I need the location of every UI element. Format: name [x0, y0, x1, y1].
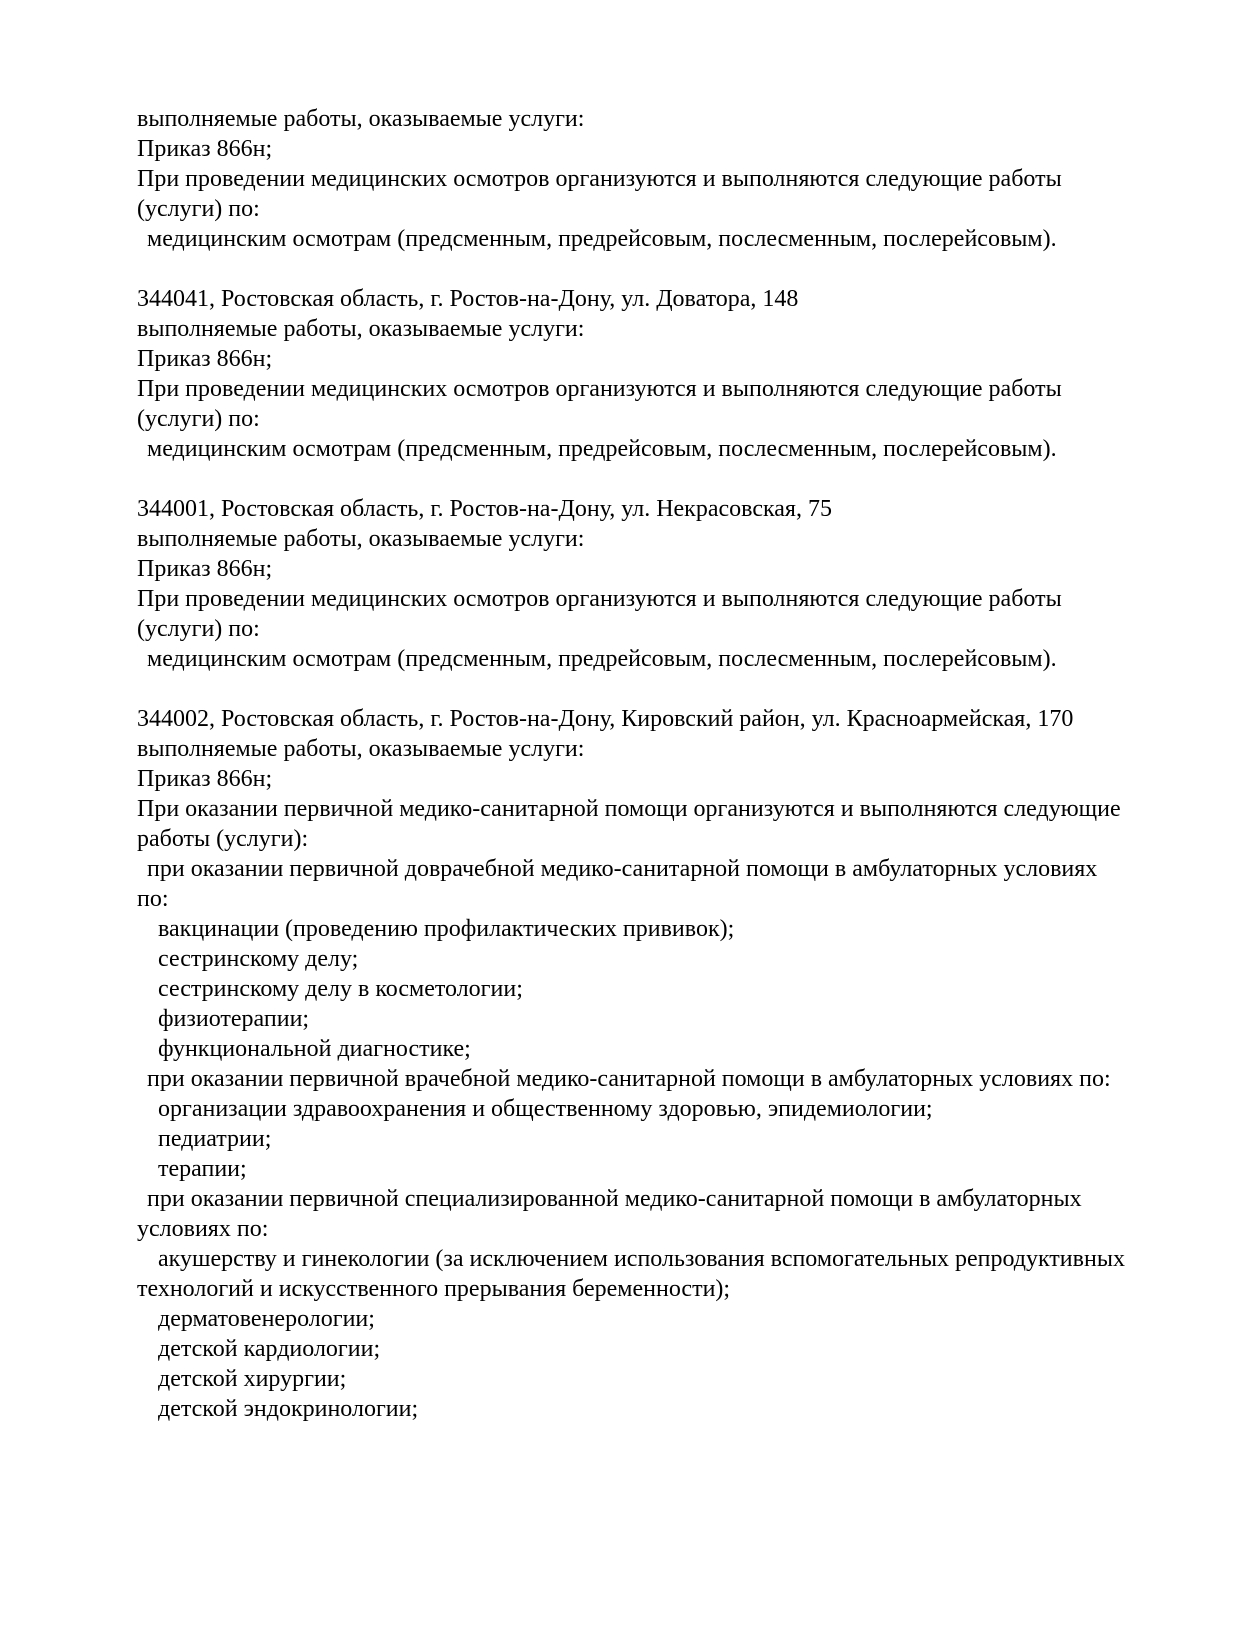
entry-344041 [137, 284, 1220, 464]
text-line: сестринскому делу в косметологии; [158, 976, 523, 1002]
text-line: медицинским осмотрам (предсменным, предрейсовым, послесменным, послерейсовым). [147, 436, 1057, 462]
text-line: при оказании первичной специализированной медико-санитарной помощи в амбулаторных [147, 1186, 1082, 1212]
text-line: медицинским осмотрам (предсменным, предрейсовым, послесменным, послерейсовым). [147, 226, 1057, 252]
text-line: условиях по: [137, 1216, 269, 1242]
text-line: вакцинации (проведению профилактических прививок); [158, 916, 735, 942]
text-line: 344001, Ростовская область, г. Ростов-на-Дону, ул. Некрасовская, 75 [137, 496, 832, 522]
entry-344001 [137, 494, 1220, 674]
text-line: организации здравоохранения и общественному здоровью, эпидемиологии; [158, 1096, 933, 1122]
text-line: выполняемые работы, оказываемые услуги: [137, 316, 585, 342]
text-line: физиотерапии; [158, 1006, 310, 1032]
text-line: дерматовенерологии; [158, 1306, 375, 1332]
text-line: Приказ 866н; [137, 556, 273, 582]
text-line: детской кардиологии; [158, 1336, 381, 1362]
text-line: При проведении медицинских осмотров организуются и выполняются следующие работы [137, 586, 1062, 612]
text-line: при оказании первичной доврачебной медико-санитарной помощи в амбулаторных условиях [147, 856, 1098, 882]
text-line: работы (услуги): [137, 826, 309, 852]
text-line: При проведении медицинских осмотров организуются и выполняются следующие работы [137, 376, 1062, 402]
text-line: 344002, Ростовская область, г. Ростов-на-Дону, Кировский район, ул. Красноармейская, 170 [137, 706, 1074, 732]
text-line: детской эндокринологии; [158, 1396, 419, 1422]
text-line: при оказании первичной врачебной медико-санитарной помощи в амбулаторных условиях по: [147, 1066, 1111, 1092]
text-line: педиатрии; [158, 1126, 272, 1152]
text-line: (услуги) по: [137, 616, 260, 642]
text-line: При проведении медицинских осмотров организуются и выполняются следующие работы [137, 166, 1062, 192]
entry-344002 [137, 704, 1220, 1424]
text-line: (услуги) по: [137, 406, 260, 432]
text-line: Приказ 866н; [137, 766, 273, 792]
text-line: При оказании первичной медико-санитарной помощи организуются и выполняются следующие [137, 796, 1121, 822]
text-line: по: [137, 886, 169, 912]
text-line: детской хирургии; [158, 1366, 347, 1392]
entry-continuation [137, 104, 1220, 254]
document-text [137, 104, 1220, 1424]
text-line: Приказ 866н; [137, 136, 273, 162]
text-line: функциональной диагностике; [158, 1036, 471, 1062]
text-line: выполняемые работы, оказываемые услуги: [137, 526, 585, 552]
text-line: акушерству и гинекологии (за исключением использования вспомогательных репродуктивных [158, 1246, 1125, 1272]
text-line: 344041, Ростовская область, г. Ростов-на-Дону, ул. Доватора, 148 [137, 286, 799, 312]
text-line: выполняемые работы, оказываемые услуги: [137, 106, 585, 132]
text-line: терапии; [158, 1156, 247, 1182]
text-line: Приказ 866н; [137, 346, 273, 372]
text-line: выполняемые работы, оказываемые услуги: [137, 736, 585, 762]
text-line: технологий и искусственного прерывания беременности); [137, 1276, 731, 1302]
text-line: (услуги) по: [137, 196, 260, 222]
text-line: медицинским осмотрам (предсменным, предрейсовым, послесменным, послерейсовым). [147, 646, 1057, 672]
text-line: сестринскому делу; [158, 946, 359, 972]
